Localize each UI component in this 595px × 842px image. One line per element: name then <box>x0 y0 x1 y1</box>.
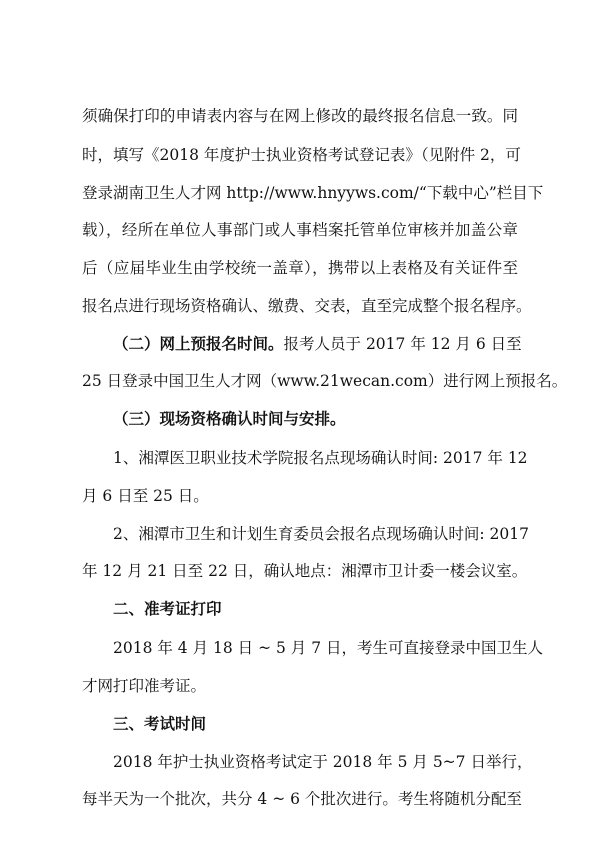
body-line-1: 须确保打印的申请表内容与在网上修改的最终报名信息一致。同 <box>82 107 518 125</box>
body-line-3: 登录湖南卫生人才网 http://www.hnyyws.com/“下载中心”栏目下 <box>82 184 544 202</box>
section-2-heading: （二）网上预报名时间。 <box>113 334 284 353</box>
admission-line-2: 才网打印准考证。 <box>82 677 207 695</box>
body-line-5: 后（应届毕业生由学校统一盖章），携带以上表格及有关证件至 <box>82 259 518 277</box>
exam-line-1: 2018 年护士执业资格考试定于 2018 年 5 月 5~7 日举行， <box>113 753 533 771</box>
item-2-line-1: 2、湘潭市卫生和计划生育委员会报名点现场确认时间: 2017 <box>113 525 529 543</box>
admission-line-1: 2018 年 4 月 18 日 ~ 5 月 7 日，考生可直接登录中国卫生人 <box>113 639 544 657</box>
body-line-4: 载），经所在单位人事部门或人事档案托管单位审核并加盖公章 <box>82 221 518 239</box>
admission-heading: 二、准考证打印 <box>113 599 222 618</box>
exam-heading: 三、考试时间 <box>113 714 207 733</box>
section-2-line-2: 25 日登录中国卫生人才网（www.21wecan.com）进行网上预报名。 <box>82 372 568 390</box>
item-1-line-1: 1、湘潭医卫职业技术学院报名点现场确认时间: 2017 年 12 <box>113 449 528 467</box>
body-line-2: 时，填写《2018 年度护士执业资格考试登记表》（见附件 2，可 <box>82 146 521 164</box>
body-line-6: 报名点进行现场资格确认、缴费、交表，直至完成整个报名程序。 <box>82 297 532 315</box>
section-2-text: 报考人员于 2017 年 12 月 6 日至 <box>283 335 522 353</box>
item-2-line-2: 年 12 月 21 日至 22 日，确认地点：湘潭市卫计委一楼会议室。 <box>82 562 528 580</box>
section-2-paragraph <box>113 332 522 356</box>
exam-line-2: 每半天为一个批次，共分 4 ~ 6 个批次进行。考生将随机分配至 <box>82 790 522 808</box>
item-1-line-2: 月 6 日至 25 日。 <box>82 487 209 505</box>
section-3-heading: （三）现场资格确认时间与安排。 <box>113 409 346 428</box>
